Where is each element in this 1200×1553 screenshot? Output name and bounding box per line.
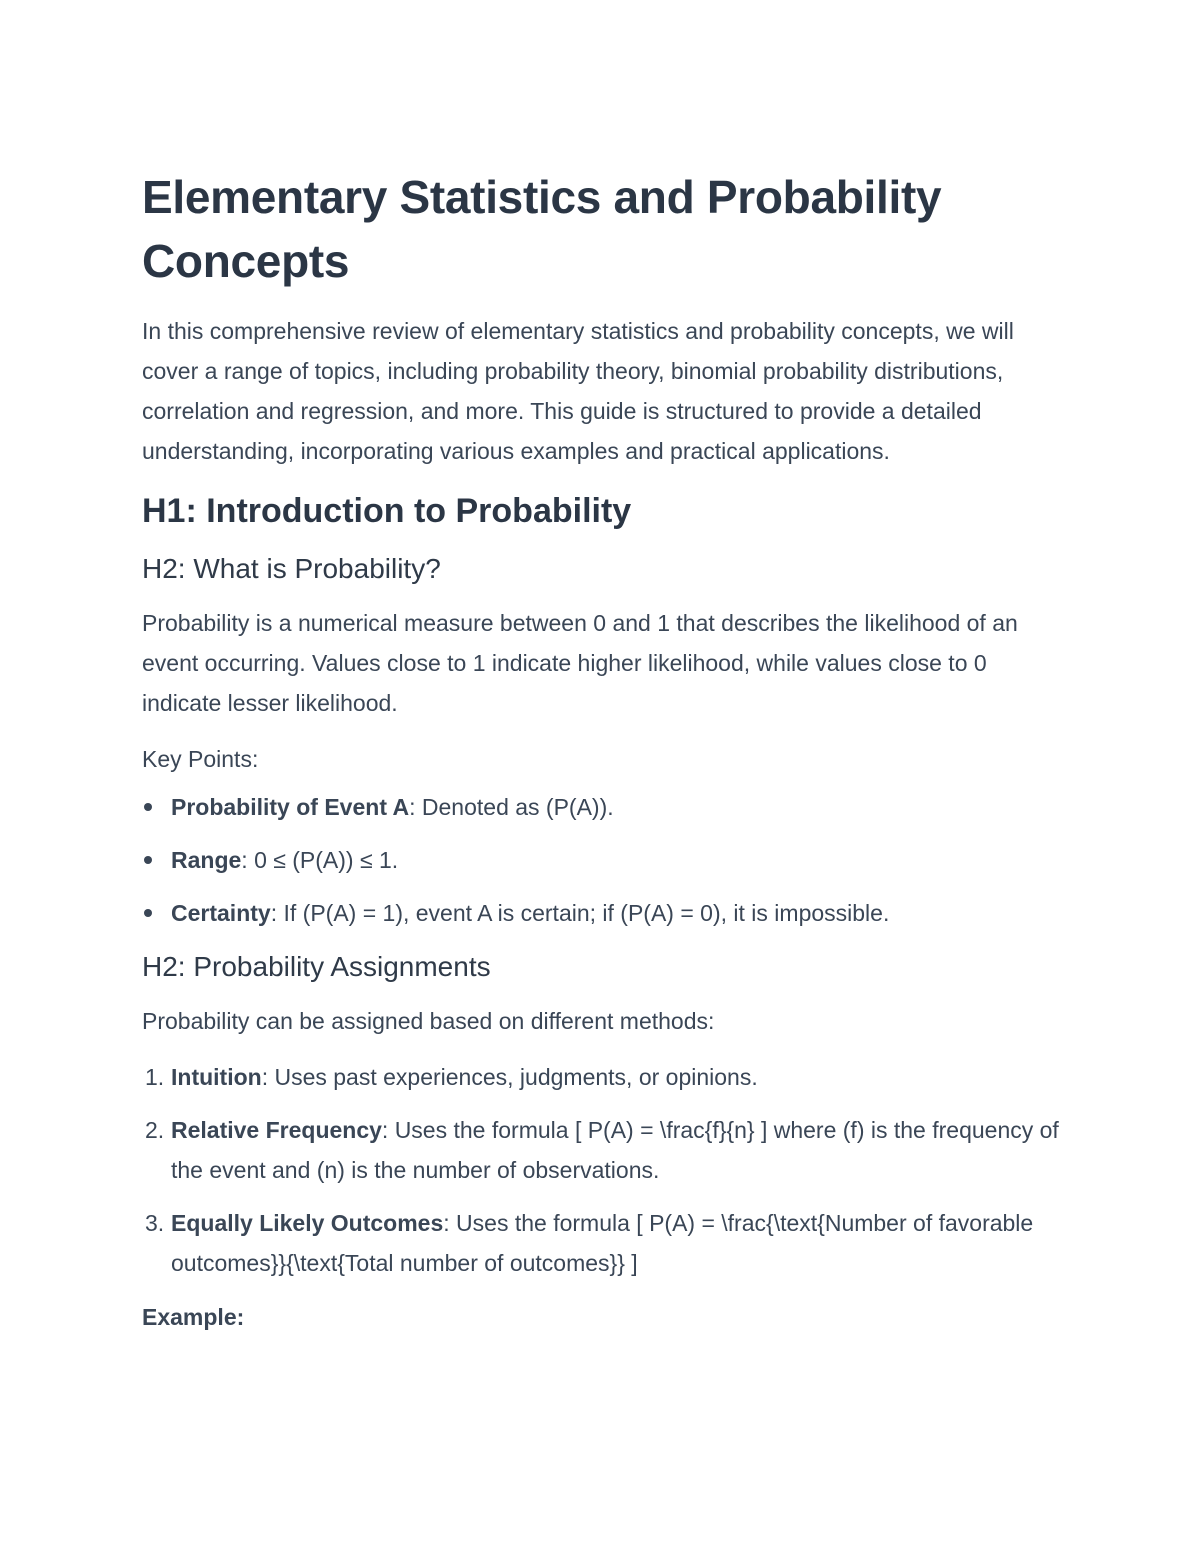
probability-definition-paragraph: Probability is a numerical measure between 0 and 1 that describes the likelihood of an event occurring. Values close to 1 indicate higher likelihood, while values close to 0 indicate lesser likelihood.	[142, 610, 1018, 716]
bullet-icon	[144, 909, 152, 917]
list-item-term: Certainty	[171, 900, 271, 926]
list-item-term: Range	[171, 847, 242, 873]
section-heading-introduction: H1: Introduction to Probability	[142, 492, 632, 530]
assignment-methods-list	[142, 1057, 1062, 1283]
subsection-heading-what-is-probability: H2: What is Probability?	[142, 553, 441, 584]
list-item	[142, 787, 1062, 827]
list-item-text: : If (P(A) = 1), event A is certain; if (P(A) = 0), it is impossible.	[270, 900, 890, 926]
list-item	[142, 840, 1062, 880]
list-item	[142, 1057, 1062, 1097]
list-item-text: : 0 ≤ (P(A)) ≤ 1.	[241, 847, 399, 873]
subsection-heading-probability-assignments: H2: Probability Assignments	[142, 951, 491, 982]
list-item-term: Intuition	[171, 1064, 262, 1090]
key-points-list	[142, 787, 1062, 933]
list-item-text: : Uses the formula [ P(A) = \frac{\text{Number of favorable outcomes}}{\text{Total number of outcomes}} ]	[171, 1210, 1034, 1276]
list-number: 2.	[145, 1117, 165, 1143]
list-item-term: Relative Frequency	[171, 1117, 382, 1143]
list-number: 3.	[145, 1210, 165, 1236]
assignment-methods-intro: Probability can be assigned based on different methods:	[142, 1008, 715, 1034]
list-item	[142, 1110, 1062, 1190]
list-item-text: : Denoted as (P(A)).	[409, 794, 614, 820]
bullet-icon	[144, 856, 152, 864]
list-item	[142, 893, 1062, 933]
intro-paragraph: In this comprehensive review of elementary statistics and probability concepts, we will cover a range of topics, including probability theory, binomial probability distributions, correlation and regression, and more. This guide is structured to provide a detailed understanding, incorporating various examples and practical applications.	[142, 318, 1014, 464]
example-label: Example:	[142, 1304, 245, 1330]
key-points-label: Key Points:	[142, 746, 259, 772]
list-item-term: Probability of Event A	[171, 794, 410, 820]
document-title: Elementary Statistics and Probability Concepts	[142, 171, 942, 287]
document-page	[142, 165, 1062, 1337]
bullet-icon	[144, 803, 152, 811]
list-item-text: : Uses past experiences, judgments, or opinions.	[261, 1064, 758, 1090]
list-number: 1.	[145, 1064, 165, 1090]
list-item-term: Equally Likely Outcomes	[171, 1210, 444, 1236]
list-item	[142, 1203, 1062, 1283]
list-item-text: : Uses the formula [ P(A) = \frac{f}{n} ] where (f) is the frequency of the event and (n) is the number of observations.	[171, 1117, 1059, 1183]
